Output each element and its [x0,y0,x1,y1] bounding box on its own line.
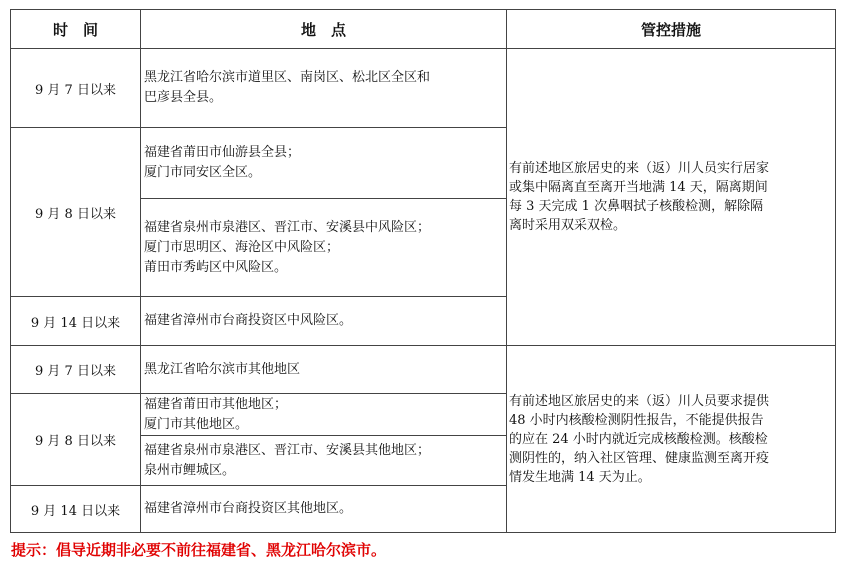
table-row [11,49,836,128]
measure-line: 的应在 24 小时内就近完成核酸检测。核酸检 [509,431,768,447]
measure-line: 48 小时内核酸检测阴性报告，不能提供报告 [509,412,764,428]
time-cell: 9 月 8 日以来 [11,394,141,486]
place-line: 福建省莆田市其他地区； [144,396,288,412]
measure-cell-testing [507,346,836,533]
header-time: 时 间 [11,10,141,49]
measure-line: 或集中隔离直至离开当地满 14 天，隔离期间 [509,180,768,195]
measure-line: 情发生地满 14 天为止。 [509,469,651,485]
time-cell: 9 月 7 日以来 [11,49,141,128]
table-row [11,346,836,394]
header-place: 地 点 [141,10,507,49]
place-cell [141,346,507,394]
place-line: 黑龙江省哈尔滨市其他地区 [144,361,301,377]
place-line: 福建省漳州市台商投资区中风险区。 [144,313,353,328]
header-measure: 管控措施 [507,10,836,49]
place-line: 黑龙江省哈尔滨市道里区、南岗区、松北区全区和 [144,70,431,85]
place-cell [141,394,507,436]
measure-line: 离时采用双采双检。 [509,218,627,233]
time-cell: 9 月 7 日以来 [11,346,141,394]
place-line: 福建省漳州市台商投资区其他地区。 [144,501,353,516]
control-measures-table [10,9,836,533]
place-line: 福建省泉州市泉港区、晋江市、安溪县中风险区； [144,219,431,235]
place-cell [141,436,507,486]
place-line: 巴彦县全县。 [144,90,223,105]
place-line: 厦门市其他地区。 [144,416,249,432]
place-cell [141,128,507,199]
measure-line: 有前述地区旅居史的来（返）川人员实行居家 [509,161,770,176]
travel-advisory-note: 提示：倡导近期非必要不前往福建省、黑龙江哈尔滨市。 [11,541,387,559]
place-line: 厦门市思明区、海沧区中风险区； [144,239,340,255]
measure-line: 有前述地区旅居史的来（返）川人员要求提供 [509,393,770,409]
place-line: 莆田市秀屿区中风险区。 [144,259,288,275]
time-cell: 9 月 8 日以来 [11,128,141,297]
place-line: 厦门市同安区全区。 [144,165,262,180]
table-header-row [11,10,836,49]
place-cell [141,486,507,533]
measure-cell-quarantine [507,49,836,346]
time-cell: 9 月 14 日以来 [11,486,141,533]
place-line: 泉州市鲤城区。 [144,462,236,478]
place-cell [141,297,507,346]
measure-line: 测阴性的，纳入社区管理、健康监测至离开疫 [509,450,770,466]
place-line: 福建省莆田市仙游县全县； [144,145,301,160]
measure-line: 每 3 天完成 1 次鼻咽拭子核酸检测，解除隔 [509,199,764,214]
place-cell [141,199,507,297]
time-cell: 9 月 14 日以来 [11,297,141,346]
place-line: 福建省泉州市泉港区、晋江市、安溪县其他地区； [144,442,431,458]
place-cell [141,49,507,128]
